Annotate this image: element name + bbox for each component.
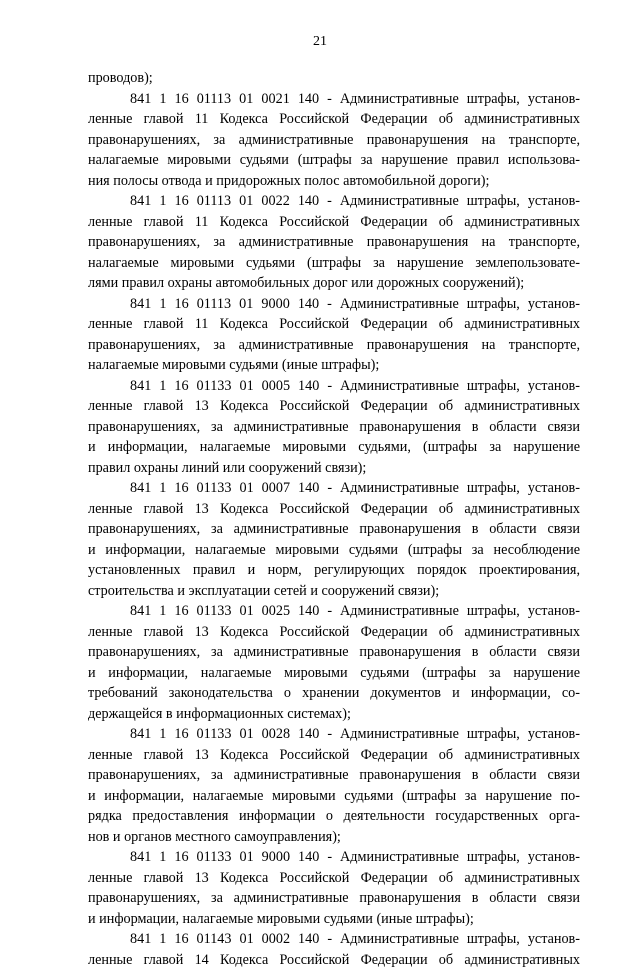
text-line: ния полосы отвода и придорожных полос автомобильной дороги);	[88, 171, 580, 192]
body-text	[88, 68, 580, 970]
text-line: строительства и эксплуатации сетей и сооружений связи);	[88, 581, 580, 602]
text-line: налагаемые мировыми судьями (штрафы за нарушение землепользовате-	[88, 253, 580, 274]
text-line: 841 1 16 01143 01 0002 140 - Административные штрафы, установ-	[88, 929, 580, 950]
text-line: требований законодательства о хранении документов и информации, со-	[88, 683, 580, 704]
text-line: 841 1 16 01113 01 0022 140 - Административные штрафы, установ-	[88, 191, 580, 212]
text-line: лями правил охраны автомобильных дорог или дорожных сооружений);	[88, 273, 580, 294]
text-line: 841 1 16 01133 01 0028 140 - Административные штрафы, установ-	[88, 724, 580, 745]
text-line: налагаемые мировыми судьями (иные штрафы);	[88, 355, 580, 376]
text-line: правонарушениях, за административные правонарушения на транспорте,	[88, 130, 580, 151]
text-line: 841 1 16 01113 01 0021 140 - Административные штрафы, установ-	[88, 89, 580, 110]
text-line: и информации, налагаемые мировыми судьями (иные штрафы);	[88, 909, 580, 930]
text-line: ленные главой 11 Кодекса Российской Федерации об административных	[88, 212, 580, 233]
text-line: ленные главой 14 Кодекса Российской Федерации об административных	[88, 950, 580, 970]
text-line: рядка предоставления информации о деятельности государственных орга-	[88, 806, 580, 827]
text-line: 841 1 16 01133 01 9000 140 - Административные штрафы, установ-	[88, 847, 580, 868]
text-line: 841 1 16 01133 01 0007 140 - Административные штрафы, установ-	[88, 478, 580, 499]
text-line: проводов);	[88, 68, 580, 89]
text-line: правонарушениях, за административные правонарушения на транспорте,	[88, 335, 580, 356]
text-line: 841 1 16 01133 01 0005 140 - Административные штрафы, установ-	[88, 376, 580, 397]
text-line: правонарушениях, за административные правонарушения в области связи	[88, 642, 580, 663]
text-line: правонарушениях, за административные правонарушения в области связи	[88, 765, 580, 786]
text-line: ленные главой 13 Кодекса Российской Федерации об административных	[88, 745, 580, 766]
text-line: правонарушениях, за административные правонарушения в области связи	[88, 417, 580, 438]
text-line: ленные главой 13 Кодекса Российской Федерации об административных	[88, 396, 580, 417]
text-line: и информации, налагаемые мировыми судьями (штрафы за нарушение	[88, 663, 580, 684]
text-line: правонарушениях, за административные правонарушения в области связи	[88, 519, 580, 540]
text-line: 841 1 16 01133 01 0025 140 - Административные штрафы, установ-	[88, 601, 580, 622]
text-line: держащейся в информационных системах);	[88, 704, 580, 725]
text-line: правил охраны линий или сооружений связи);	[88, 458, 580, 479]
text-line: 841 1 16 01113 01 9000 140 - Административные штрафы, установ-	[88, 294, 580, 315]
text-line: и информации, налагаемые мировыми судьями (штрафы за несоблюдение	[88, 540, 580, 561]
text-line: ленные главой 13 Кодекса Российской Федерации об административных	[88, 622, 580, 643]
text-line: и информации, налагаемые мировыми судьями, (штрафы за нарушение	[88, 437, 580, 458]
page-number: 21	[0, 34, 640, 50]
text-line: нов и органов местного самоуправления);	[88, 827, 580, 848]
text-line: установленных правил и норм, регулирующих порядок проектирования,	[88, 560, 580, 581]
text-line: ленные главой 13 Кодекса Российской Федерации об административных	[88, 868, 580, 889]
text-line: правонарушениях, за административные правонарушения на транспорте,	[88, 232, 580, 253]
text-line: правонарушениях, за административные правонарушения в области связи	[88, 888, 580, 909]
text-line: ленные главой 13 Кодекса Российской Федерации об административных	[88, 499, 580, 520]
text-line: и информации, налагаемые мировыми судьями (штрафы за нарушение по-	[88, 786, 580, 807]
text-line: налагаемые мировыми судьями (штрафы за нарушение правил использова-	[88, 150, 580, 171]
text-line: ленные главой 11 Кодекса Российской Федерации об административных	[88, 314, 580, 335]
text-line: ленные главой 11 Кодекса Российской Федерации об административных	[88, 109, 580, 130]
